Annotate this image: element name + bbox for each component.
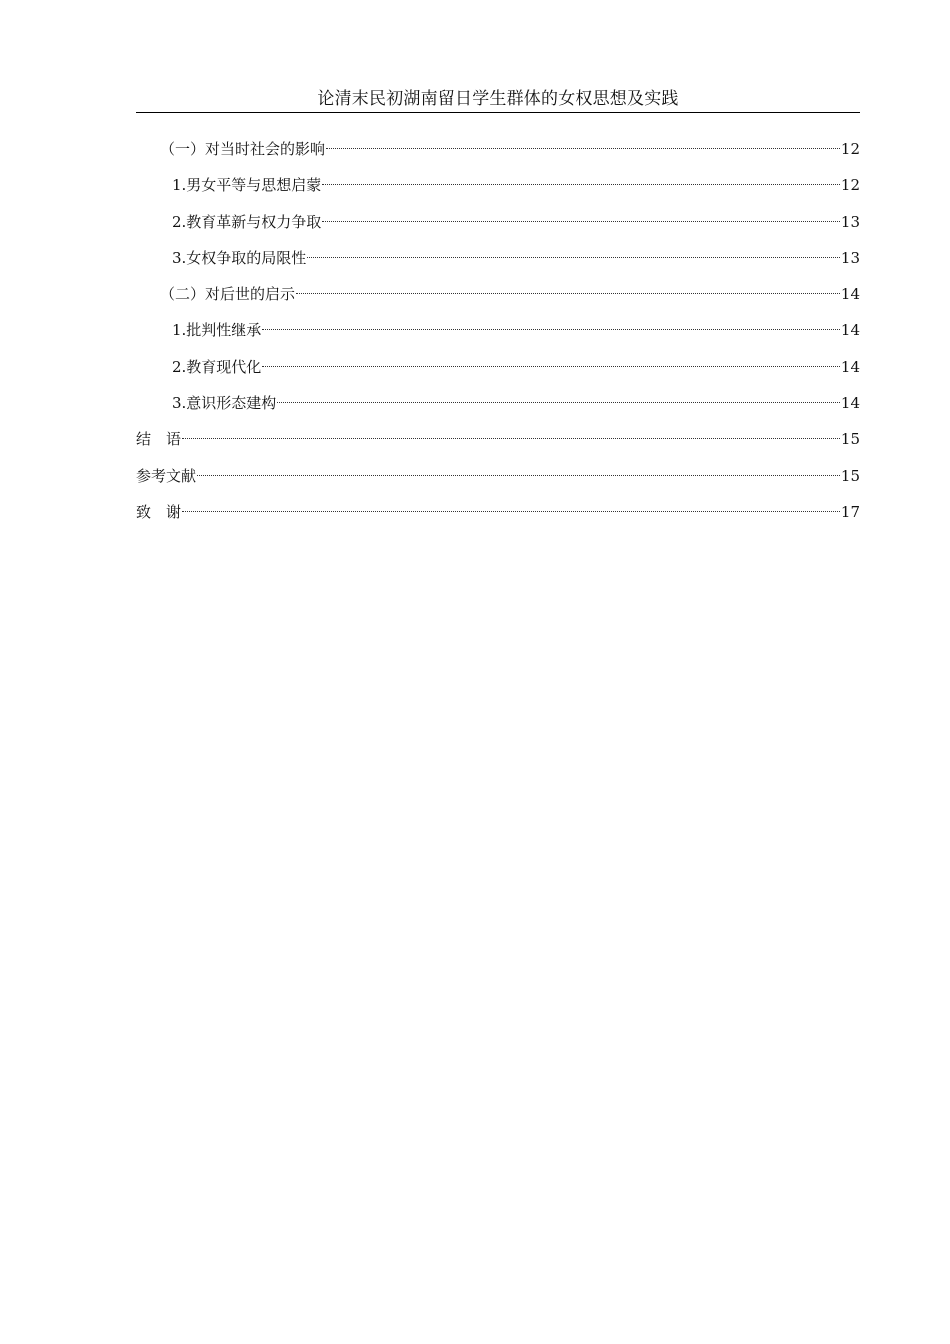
toc-entry-page: 14 xyxy=(840,285,860,304)
toc-entry-page: 17 xyxy=(840,502,860,521)
toc-entry[interactable] xyxy=(136,281,860,317)
dot-leader xyxy=(277,402,840,403)
toc-entry-label: 1.男女平等与思想启蒙 xyxy=(172,176,322,195)
toc-entry[interactable] xyxy=(136,390,860,426)
toc-entry-page: 14 xyxy=(840,357,860,376)
toc-entry[interactable] xyxy=(136,463,860,499)
toc-entry-label: 结 语 xyxy=(136,430,182,449)
dot-leader xyxy=(296,293,840,294)
page-header xyxy=(136,88,860,113)
toc-entry-page: 12 xyxy=(840,140,860,158)
toc-entry-label: 3.女权争取的局限性 xyxy=(172,248,307,267)
toc-entry[interactable] xyxy=(136,245,860,281)
toc-entry[interactable] xyxy=(136,317,860,353)
toc-entry[interactable] xyxy=(136,354,860,390)
table-of-contents xyxy=(136,136,860,535)
dot-leader xyxy=(182,511,840,512)
dot-leader xyxy=(182,438,840,439)
toc-entry[interactable] xyxy=(136,136,860,172)
toc-entry-page: 13 xyxy=(840,212,860,231)
toc-entry[interactable] xyxy=(136,426,860,462)
toc-entry-label: 2.教育现代化 xyxy=(172,357,262,376)
dot-leader xyxy=(326,148,840,149)
toc-entry-page: 12 xyxy=(840,176,860,195)
toc-entry[interactable] xyxy=(136,209,860,245)
toc-entry-page: 14 xyxy=(840,321,860,340)
toc-entry-page: 14 xyxy=(840,394,860,413)
dot-leader xyxy=(197,475,840,476)
dot-leader xyxy=(262,329,840,330)
toc-entry-page: 15 xyxy=(840,466,860,485)
dot-leader xyxy=(322,184,840,185)
toc-entry-label: 致 谢 xyxy=(136,502,182,521)
toc-entry-page: 13 xyxy=(840,248,860,267)
document-title: 论清末民初湖南留日学生群体的女权思想及实践 xyxy=(317,89,679,109)
toc-entry-label: 参考文献 xyxy=(136,466,197,485)
toc-entry-label: 1.批判性继承 xyxy=(172,321,262,340)
toc-entry[interactable] xyxy=(136,172,860,208)
dot-leader xyxy=(322,221,840,222)
toc-entry-label: 2.教育革新与权力争取 xyxy=(172,212,322,231)
dot-leader xyxy=(307,257,840,258)
toc-entry[interactable] xyxy=(136,499,860,535)
toc-entry-label: （一）对当时社会的影响 xyxy=(160,140,326,158)
toc-entry-label: 3.意识形态建构 xyxy=(172,394,277,413)
toc-entry-label: （二）对后世的启示 xyxy=(160,285,296,304)
toc-entry-page: 15 xyxy=(840,430,860,449)
dot-leader xyxy=(262,366,840,367)
